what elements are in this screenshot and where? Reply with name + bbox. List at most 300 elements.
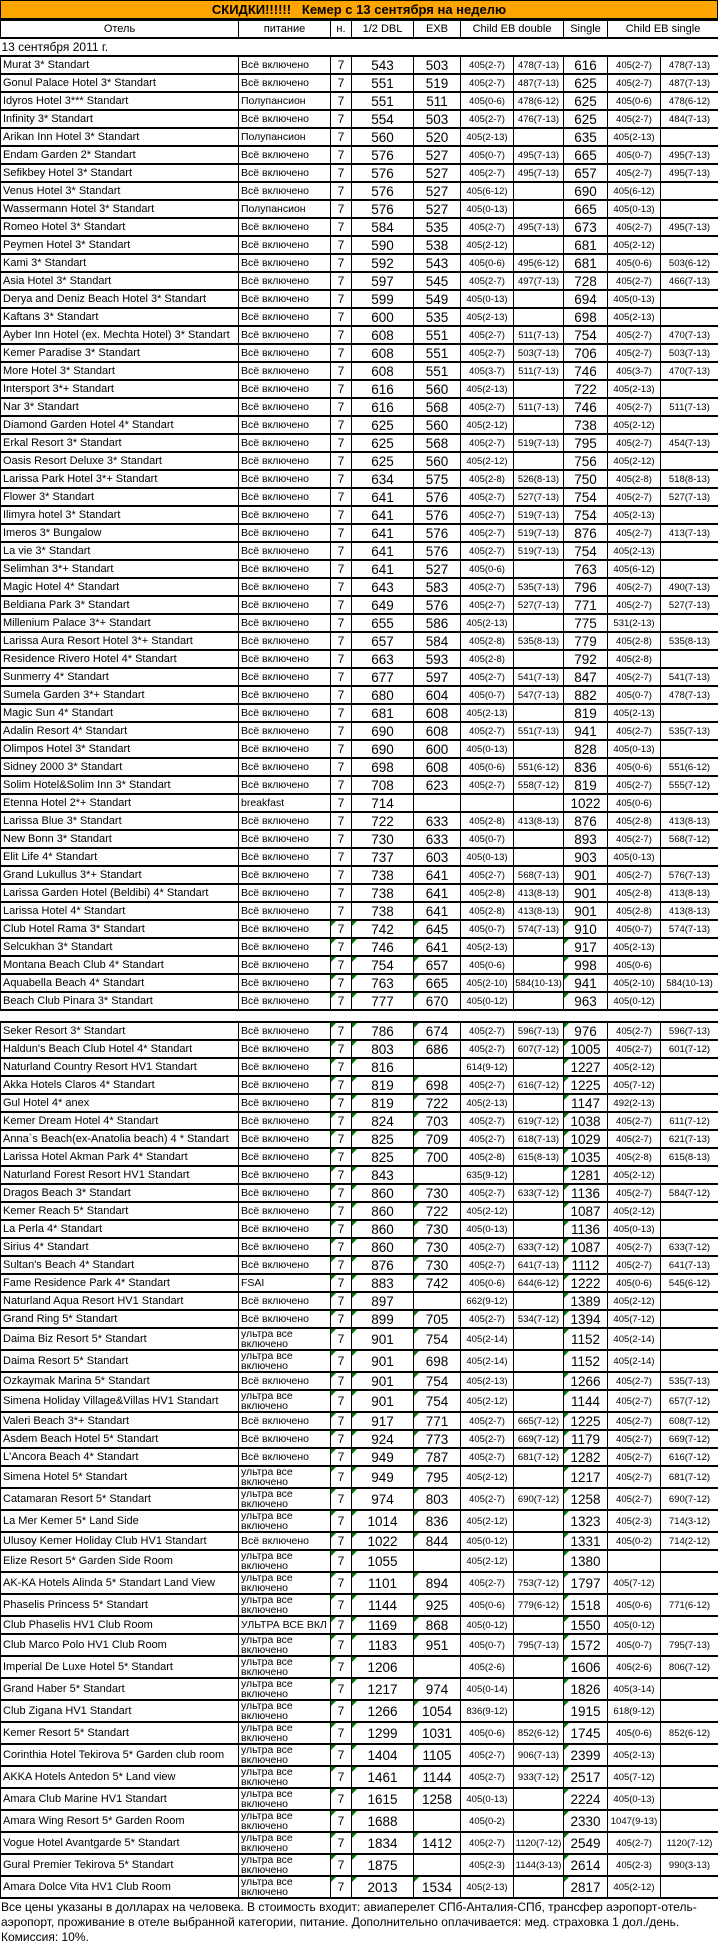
cell-child-eb-single-1: 405(2-7) [608, 578, 661, 596]
cell-child-eb-single-1: 531(2-13) [608, 614, 661, 632]
cell-child-eb-double-2 [514, 992, 564, 1010]
cell-exb [414, 1292, 461, 1310]
cell-child-eb-single-2: 511(7-13) [661, 398, 718, 416]
cell-child-eb-single-2: 413(8-13) [661, 902, 718, 920]
cell-exb: 773 [414, 1430, 461, 1448]
table-row [1, 1148, 718, 1166]
cell-child-eb-double-1: 405(2-3) [461, 1854, 514, 1876]
cell-single: 941 [564, 722, 608, 740]
table-row [1, 1184, 718, 1202]
cell-half-dbl: 2013 [352, 1876, 414, 1898]
cell-child-eb-double-2: 413(8-13) [514, 812, 564, 830]
cell-child-eb-single-2 [661, 182, 718, 200]
table-row [1, 1202, 718, 1220]
cell-child-eb-single-2: 633(7-12) [661, 1238, 718, 1256]
cell-nights: 7 [331, 128, 352, 146]
cell-child-eb-double-1: 405(0-13) [461, 740, 514, 758]
cell-meals: Всё включено [239, 56, 331, 74]
cell-child-eb-single-2 [661, 1328, 718, 1350]
cell-hotel: Grand Lukullus 3*+ Standart [1, 866, 239, 884]
cell-child-eb-double-2: 497(7-13) [514, 272, 564, 290]
cell-child-eb-single-1: 405(0-13) [608, 290, 661, 308]
table-row [1, 884, 718, 902]
cell-single: 1915 [564, 1700, 608, 1722]
cell-hotel: Sultan's Beach 4* Standart [1, 1256, 239, 1274]
cell-single: 903 [564, 848, 608, 866]
cell-hotel: Haldun's Beach Club Hotel 4* Standart [1, 1040, 239, 1058]
table-row [1, 1220, 718, 1238]
date-row [1, 38, 718, 56]
cell-hotel: Daima Biz Resort 5* Standart [1, 1328, 239, 1350]
cell-child-eb-single-1: 405(2-7) [608, 1466, 661, 1488]
cell-child-eb-single-1: 492(2-13) [608, 1094, 661, 1112]
cell-exb: 543 [414, 254, 461, 272]
cell-meals: Всё включено [239, 488, 331, 506]
cell-half-dbl: 1183 [352, 1634, 414, 1656]
cell-hotel: Grand Haber 5* Standart [1, 1678, 239, 1700]
table-row [1, 578, 718, 596]
cell-child-eb-double-1: 405(2-13) [461, 380, 514, 398]
cell-nights: 7 [331, 1274, 352, 1292]
cell-child-eb-double-1: 405(0-6) [461, 1722, 514, 1744]
cell-child-eb-double-2: 527(7-13) [514, 596, 564, 614]
cell-nights: 7 [331, 344, 352, 362]
cell-half-dbl: 1217 [352, 1678, 414, 1700]
cell-half-dbl: 608 [352, 362, 414, 380]
cell-child-eb-double-2 [514, 830, 564, 848]
cell-child-eb-single-1: 405(0-13) [608, 1788, 661, 1810]
table-row [1, 1412, 718, 1430]
cell-child-eb-single-2: 576(7-13) [661, 866, 718, 884]
cell-child-eb-single-2 [661, 416, 718, 434]
cell-meals: Всё включено [239, 344, 331, 362]
cell-child-eb-double-2 [514, 416, 564, 434]
cell-hotel: Oasis Resort Deluxe 3* Standart [1, 452, 239, 470]
cell-child-eb-double-2 [514, 938, 564, 956]
cell-child-eb-single-2: 1120(7-12) [661, 1832, 718, 1854]
cell-single: 779 [564, 632, 608, 650]
cell-single: 819 [564, 704, 608, 722]
cell-single: 1087 [564, 1238, 608, 1256]
cell-hotel: More Hotel 3* Standart [1, 362, 239, 380]
price-table-body [1, 56, 718, 1898]
cell-hotel: Valeri Beach 3*+ Standart [1, 1412, 239, 1430]
cell-meals: ультра все включено [239, 1510, 331, 1532]
table-row [1, 416, 718, 434]
cell-nights: 7 [331, 1256, 352, 1274]
cell-hotel: Fame Residence Park 4* Standart [1, 1274, 239, 1292]
cell-half-dbl: 649 [352, 596, 414, 614]
cell-half-dbl: 901 [352, 1390, 414, 1412]
table-row [1, 470, 718, 488]
cell-single: 728 [564, 272, 608, 290]
cell-meals: УЛЬТРА ВСЕ ВКЛ [239, 1616, 331, 1634]
cell-child-eb-double-2 [514, 1678, 564, 1700]
cell-nights: 7 [331, 596, 352, 614]
cell-meals: ультра все включено [239, 1390, 331, 1412]
cell-meals: Всё включено [239, 380, 331, 398]
cell-exb: 1534 [414, 1876, 461, 1898]
cell-meals: ультра все включено [239, 1488, 331, 1510]
cell-child-eb-single-2 [661, 1678, 718, 1700]
cell-nights: 7 [331, 452, 352, 470]
cell-child-eb-single-1: 405(0-6) [608, 794, 661, 812]
cell-exb: 560 [414, 452, 461, 470]
table-row [1, 560, 718, 578]
cell-child-eb-double-2: 478(7-13) [514, 56, 564, 74]
table-row [1, 902, 718, 920]
cell-exb: 722 [414, 1202, 461, 1220]
cell-single: 876 [564, 812, 608, 830]
cell-meals: Всё включено [239, 1184, 331, 1202]
cell-child-eb-double-2: 1120(7-12) [514, 1832, 564, 1854]
cell-child-eb-single-1: 405(2-7) [608, 1040, 661, 1058]
cell-hotel: Larissa Blue 3* Standart [1, 812, 239, 830]
cell-nights: 7 [331, 1448, 352, 1466]
cell-meals: ультра все включено [239, 1572, 331, 1594]
cell-child-eb-single-2 [661, 704, 718, 722]
cell-meals: Всё включено [239, 1130, 331, 1148]
cell-meals: ультра все включено [239, 1594, 331, 1616]
cell-child-eb-single-2: 584(10-13) [661, 974, 718, 992]
cell-single: 847 [564, 668, 608, 686]
cell-meals: Всё включено [239, 1202, 331, 1220]
cell-single: 1227 [564, 1058, 608, 1076]
cell-nights: 7 [331, 1532, 352, 1550]
cell-child-eb-single-2: 615(8-13) [661, 1148, 718, 1166]
cell-child-eb-single-1: 405(2-7) [608, 1430, 661, 1448]
cell-nights: 7 [331, 812, 352, 830]
cell-exb: 742 [414, 1274, 461, 1292]
cell-single: 901 [564, 866, 608, 884]
cell-meals: ультра все включено [239, 1744, 331, 1766]
cell-child-eb-double-2: 633(7-12) [514, 1184, 564, 1202]
cell-child-eb-double-1: 405(2-7) [461, 668, 514, 686]
cell-meals: ультра все включено [239, 1788, 331, 1810]
cell-nights: 7 [331, 1220, 352, 1238]
cell-nights: 7 [331, 1430, 352, 1448]
cell-hotel: Akka Hotels Claros 4* Standart [1, 1076, 239, 1094]
cell-exb: 633 [414, 830, 461, 848]
cell-hotel: Montana Beach Club 4* Standart [1, 956, 239, 974]
cell-child-eb-double-2 [514, 182, 564, 200]
cell-child-eb-double-1: 405(3-7) [461, 362, 514, 380]
cell-child-eb-double-2: 669(7-12) [514, 1430, 564, 1448]
cell-child-eb-single-1: 405(0-7) [608, 1634, 661, 1656]
cell-child-eb-double-2 [514, 290, 564, 308]
cell-exb: 527 [414, 182, 461, 200]
cell-child-eb-single-1: 405(0-13) [608, 848, 661, 866]
table-row [1, 1094, 718, 1112]
cell-nights: 7 [331, 614, 352, 632]
cell-exb: 645 [414, 920, 461, 938]
cell-single: 1394 [564, 1310, 608, 1328]
cell-child-eb-double-1: 405(0-13) [461, 200, 514, 218]
cell-child-eb-double-2 [514, 380, 564, 398]
cell-meals: Всё включено [239, 1532, 331, 1550]
cell-half-dbl: 1144 [352, 1594, 414, 1616]
cell-half-dbl: 551 [352, 92, 414, 110]
cell-child-eb-single-1: 405(2-7) [608, 1372, 661, 1390]
cell-single: 690 [564, 182, 608, 200]
cell-child-eb-double-1: 405(2-7) [461, 1572, 514, 1594]
cell-hotel: Sumela Garden 3*+ Standart [1, 686, 239, 704]
cell-half-dbl: 883 [352, 1274, 414, 1292]
cell-child-eb-double-1: 405(2-12) [461, 416, 514, 434]
cell-meals: Всё включено [239, 1372, 331, 1390]
cell-hotel: Magic Sun 4* Standart [1, 704, 239, 722]
cell-child-eb-double-1: 405(2-8) [461, 650, 514, 668]
cell-single: 754 [564, 506, 608, 524]
cell-child-eb-single-1: 405(2-7) [608, 1488, 661, 1510]
cell-child-eb-single-2 [661, 1616, 718, 1634]
table-row [1, 92, 718, 110]
cell-nights: 7 [331, 1166, 352, 1184]
table-row [1, 344, 718, 362]
cell-half-dbl: 690 [352, 722, 414, 740]
cell-meals: ультра все включено [239, 1766, 331, 1788]
cell-single: 1550 [564, 1616, 608, 1634]
cell-child-eb-single-1: 405(2-7) [608, 1390, 661, 1412]
cell-half-dbl: 1615 [352, 1788, 414, 1810]
cell-child-eb-double-1: 405(2-8) [461, 632, 514, 650]
cell-meals: Всё включено [239, 1292, 331, 1310]
table-row [1, 1854, 718, 1876]
cell-child-eb-single-1: 405(2-8) [608, 812, 661, 830]
cell-single: 893 [564, 830, 608, 848]
cell-child-eb-double-1: 405(2-7) [461, 1766, 514, 1788]
col-header-single: Single [564, 20, 608, 38]
cell-child-eb-double-1: 405(2-7) [461, 344, 514, 362]
cell-single: 1826 [564, 1678, 608, 1700]
cell-half-dbl: 680 [352, 686, 414, 704]
cell-child-eb-double-1: 405(2-12) [461, 1390, 514, 1412]
cell-child-eb-double-2 [514, 128, 564, 146]
cell-child-eb-single-2 [661, 1292, 718, 1310]
cell-child-eb-double-2 [514, 452, 564, 470]
cell-half-dbl: 860 [352, 1220, 414, 1238]
cell-child-eb-double-1: 836(9-12) [461, 1700, 514, 1722]
cell-child-eb-single-1: 405(6-12) [608, 560, 661, 578]
table-row [1, 722, 718, 740]
cell-child-eb-double-2: 478(6-12) [514, 92, 564, 110]
cell-exb: 670 [414, 992, 461, 1010]
cell-child-eb-single-2 [661, 1220, 718, 1238]
cell-nights: 7 [331, 1744, 352, 1766]
cell-hotel: Beldiana Park 3* Standart [1, 596, 239, 614]
cell-child-eb-double-2 [514, 1292, 564, 1310]
cell-child-eb-double-1: 405(0-6) [461, 560, 514, 578]
cell-child-eb-single-2: 535(7-13) [661, 722, 718, 740]
cell-exb: 560 [414, 416, 461, 434]
cell-meals: Всё включено [239, 938, 331, 956]
cell-nights: 7 [331, 1148, 352, 1166]
cell-child-eb-single-2: 503(6-12) [661, 254, 718, 272]
cell-child-eb-double-2 [514, 1466, 564, 1488]
cell-nights: 7 [331, 776, 352, 794]
cell-child-eb-single-2: 690(7-12) [661, 1488, 718, 1510]
cell-child-eb-single-1: 405(2-3) [608, 1854, 661, 1876]
cell-child-eb-single-1: 405(2-7) [608, 866, 661, 884]
cell-meals: Всё включено [239, 902, 331, 920]
cell-half-dbl: 917 [352, 1412, 414, 1430]
table-row [1, 1788, 718, 1810]
cell-half-dbl: 625 [352, 416, 414, 434]
cell-child-eb-single-2: 806(7-12) [661, 1656, 718, 1678]
cell-child-eb-single-2: 527(7-13) [661, 488, 718, 506]
cell-child-eb-double-1: 405(2-12) [461, 236, 514, 254]
table-row [1, 164, 718, 182]
cell-exb: 709 [414, 1130, 461, 1148]
cell-meals: Всё включено [239, 308, 331, 326]
cell-child-eb-double-2: 519(7-13) [514, 524, 564, 542]
cell-child-eb-double-2 [514, 848, 564, 866]
cell-child-eb-single-1: 405(0-6) [608, 1274, 661, 1292]
cell-exb: 593 [414, 650, 461, 668]
cell-child-eb-double-2 [514, 740, 564, 758]
cell-hotel: Ozkaymak Marina 5* Standart [1, 1372, 239, 1390]
cell-child-eb-double-1: 635(9-12) [461, 1166, 514, 1184]
cell-child-eb-double-2: 574(7-13) [514, 920, 564, 938]
cell-child-eb-single-2: 495(7-13) [661, 146, 718, 164]
cell-nights: 7 [331, 272, 352, 290]
cell-meals: Всё включено [239, 920, 331, 938]
cell-child-eb-single-2: 490(7-13) [661, 578, 718, 596]
cell-child-eb-double-1: 405(2-13) [461, 938, 514, 956]
cell-meals: Всё включено [239, 236, 331, 254]
table-row [1, 362, 718, 380]
cell-single: 1225 [564, 1076, 608, 1094]
cell-nights: 7 [331, 1058, 352, 1076]
cell-hotel: Etenna Hotel 2*+ Standart [1, 794, 239, 812]
cell-exb: 730 [414, 1220, 461, 1238]
cell-child-eb-double-1: 405(2-7) [461, 506, 514, 524]
cell-child-eb-double-2: 665(7-12) [514, 1412, 564, 1430]
cell-child-eb-double-2: 753(7-12) [514, 1572, 564, 1594]
cell-child-eb-single-2: 535(7-13) [661, 1372, 718, 1390]
table-row [1, 218, 718, 236]
cell-nights: 7 [331, 1328, 352, 1350]
cell-nights: 7 [331, 1766, 352, 1788]
cell-child-eb-double-2 [514, 1700, 564, 1722]
cell-exb: 1105 [414, 1744, 461, 1766]
cell-meals: Всё включено [239, 722, 331, 740]
cell-nights: 7 [331, 1832, 352, 1854]
col-header-half-dbl: 1/2 DBL [352, 20, 414, 38]
cell-exb: 641 [414, 884, 461, 902]
cell-child-eb-double-1: 405(0-7) [461, 1634, 514, 1656]
cell-child-eb-double-1: 405(2-7) [461, 488, 514, 506]
cell-hotel: Erkal Resort 3* Standart [1, 434, 239, 452]
cell-single: 1222 [564, 1274, 608, 1292]
cell-single: 738 [564, 416, 608, 434]
cell-exb: 527 [414, 164, 461, 182]
cell-child-eb-double-2 [514, 1532, 564, 1550]
cell-meals: ультра все включено [239, 1700, 331, 1722]
cell-child-eb-single-2 [661, 992, 718, 1010]
cell-child-eb-double-2: 547(7-13) [514, 686, 564, 704]
cell-child-eb-double-1: 405(2-7) [461, 110, 514, 128]
cell-child-eb-double-1: 405(2-7) [461, 1256, 514, 1274]
cell-child-eb-double-1: 405(0-6) [461, 1274, 514, 1292]
cell-half-dbl: 543 [352, 56, 414, 74]
table-row [1, 1766, 718, 1788]
cell-exb: 1144 [414, 1766, 461, 1788]
cell-single: 665 [564, 200, 608, 218]
cell-meals: Всё включено [239, 632, 331, 650]
table-row [1, 380, 718, 398]
cell-half-dbl: 698 [352, 758, 414, 776]
table-row [1, 1488, 718, 1510]
col-header-nights: н. [331, 20, 352, 38]
cell-exb: 700 [414, 1148, 461, 1166]
cell-child-eb-single-1: 405(0-6) [608, 758, 661, 776]
cell-meals: Всё включено [239, 542, 331, 560]
cell-child-eb-double-1 [461, 794, 514, 812]
cell-single: 635 [564, 128, 608, 146]
cell-half-dbl: 949 [352, 1466, 414, 1488]
cell-child-eb-single-2: 413(8-13) [661, 884, 718, 902]
table-row [1, 1810, 718, 1832]
cell-single: 998 [564, 956, 608, 974]
cell-nights: 7 [331, 1184, 352, 1202]
cell-child-eb-single-2 [661, 452, 718, 470]
cell-child-eb-single-2 [661, 1788, 718, 1810]
cell-single: 771 [564, 596, 608, 614]
cell-child-eb-single-1: 405(0-13) [608, 200, 661, 218]
cell-child-eb-single-2: 574(7-13) [661, 920, 718, 938]
cell-single: 910 [564, 920, 608, 938]
cell-child-eb-double-1: 614(9-12) [461, 1058, 514, 1076]
cell-child-eb-single-2: 990(3-13) [661, 1854, 718, 1876]
cell-exb: 686 [414, 1040, 461, 1058]
cell-meals: ультра все включено [239, 1678, 331, 1700]
cell-half-dbl: 876 [352, 1256, 414, 1274]
cell-nights: 7 [331, 668, 352, 686]
cell-child-eb-double-2 [514, 1810, 564, 1832]
cell-meals: ультра все включено [239, 1328, 331, 1350]
cell-nights: 7 [331, 1040, 352, 1058]
cell-nights: 7 [331, 722, 352, 740]
cell-child-eb-single-1: 405(0-6) [608, 254, 661, 272]
cell-half-dbl: 592 [352, 254, 414, 272]
table-row [1, 632, 718, 650]
cell-child-eb-double-2: 534(7-12) [514, 1310, 564, 1328]
cell-hotel: Larissa Hotel 4* Standart [1, 902, 239, 920]
cell-single: 819 [564, 776, 608, 794]
cell-meals: Всё включено [239, 704, 331, 722]
cell-hotel: Peymen Hotel 3* Standart [1, 236, 239, 254]
cell-child-eb-double-2 [514, 1616, 564, 1634]
cell-meals: Всё включено [239, 272, 331, 290]
cell-nights: 7 [331, 938, 352, 956]
cell-single: 746 [564, 398, 608, 416]
cell-child-eb-double-2: 1144(3-13) [514, 1854, 564, 1876]
cell-nights: 7 [331, 974, 352, 992]
cell-nights: 7 [331, 1488, 352, 1510]
cell-meals: Всё включено [239, 992, 331, 1010]
cell-nights: 7 [331, 1810, 352, 1832]
cell-child-eb-single-2: 852(6-12) [661, 1722, 718, 1744]
cell-exb: 597 [414, 668, 461, 686]
cell-child-eb-double-1: 405(2-7) [461, 1448, 514, 1466]
cell-hotel: Daima Resort 5* Standart [1, 1350, 239, 1372]
cell-half-dbl: 777 [352, 992, 414, 1010]
cell-exb: 576 [414, 542, 461, 560]
cell-hotel: Vogue Hotel Avantgarde 5* Standart [1, 1832, 239, 1854]
cell-child-eb-double-1: 405(2-7) [461, 398, 514, 416]
cell-child-eb-double-2 [514, 560, 564, 578]
